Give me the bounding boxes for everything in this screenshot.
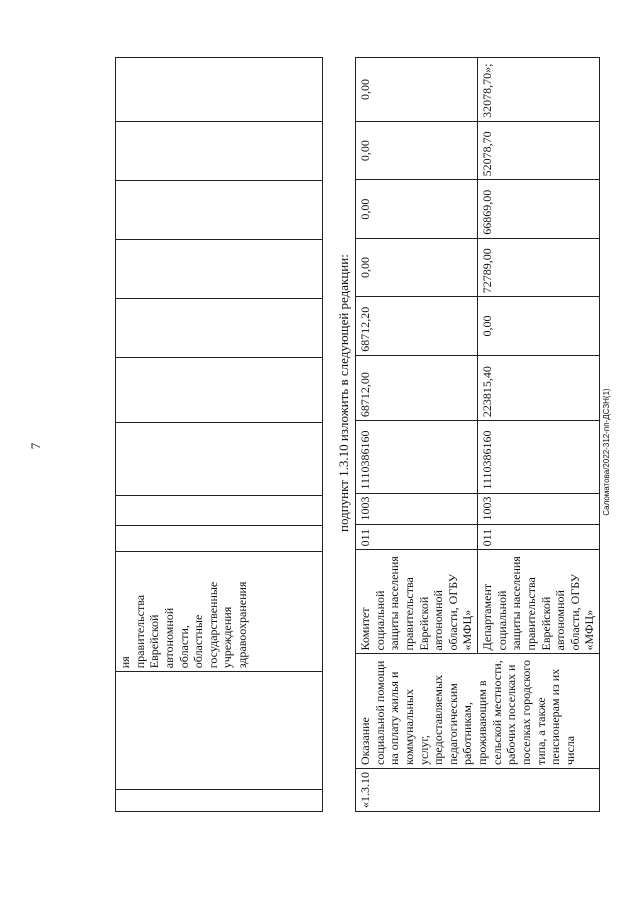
cell-year-2 [116,239,323,298]
cell-year-1 [116,298,323,357]
year-1: 0,00 [478,297,600,355]
cell-number [116,790,323,812]
document-footer-code: Саломатова/2022-312-пп-ДСЗН(1) [602,388,611,516]
page-number: 7 [28,442,43,450]
table-row [356,58,478,812]
executor: Комитет социальной защиты населения правительства Еврейской автономной области, ОГБУ «МФЦ» [356,550,478,654]
cell-year-4 [116,121,323,180]
grbs: 011 [356,524,478,550]
subitem-name: Оказание социальной помощи на оплату жилья и коммунальных услуг, предоставляемых педагогическим работникам, проживающим в сельской местности, рабочих поселках и поселках городского типа, а также пенсионерам из их числа [356,654,600,769]
cs: 1110386160 [356,421,478,493]
year-3: 0,00 [356,180,478,238]
cell-grbs [116,526,323,552]
cell-rz [116,496,323,526]
total: 223815,40 [478,355,600,420]
cell-year-3 [116,180,323,239]
intro-text: подпункт 1.3.10 изложить в следующей редакции: [336,254,351,532]
continuation-table [115,57,323,812]
rotated-table-sheet [95,52,595,862]
grbs: 011 [478,524,600,550]
table-row [116,58,323,812]
total: 68712,00 [356,355,478,420]
rz: 1003 [478,493,600,524]
subitem-table [355,57,600,812]
year-5: 32078,70»; [478,58,600,122]
subitem-number: «1.3.10 [356,769,600,812]
year-3: 66869,00 [478,180,600,238]
year-5: 0,00 [356,58,478,122]
year-4: 52078,70 [478,121,600,179]
rz: 1003 [356,493,478,524]
cell-name [116,672,323,790]
year-4: 0,00 [356,121,478,179]
cell-year-5 [116,58,323,122]
cell-cs [116,423,323,496]
cell-total [116,357,323,423]
year-2: 0,00 [356,238,478,296]
year-1: 68712,20 [356,297,478,355]
year-2: 72789,00 [478,238,600,296]
executor: Департамент социальной защиты населения правительства Еврейской автономной области, ОГБУ «МФЦ» [478,550,600,654]
cs: 1110386160 [478,421,600,493]
cell-executor: ия правительства Еврейской автономной области, областные государственные учреждения здравоохранения [116,552,323,672]
